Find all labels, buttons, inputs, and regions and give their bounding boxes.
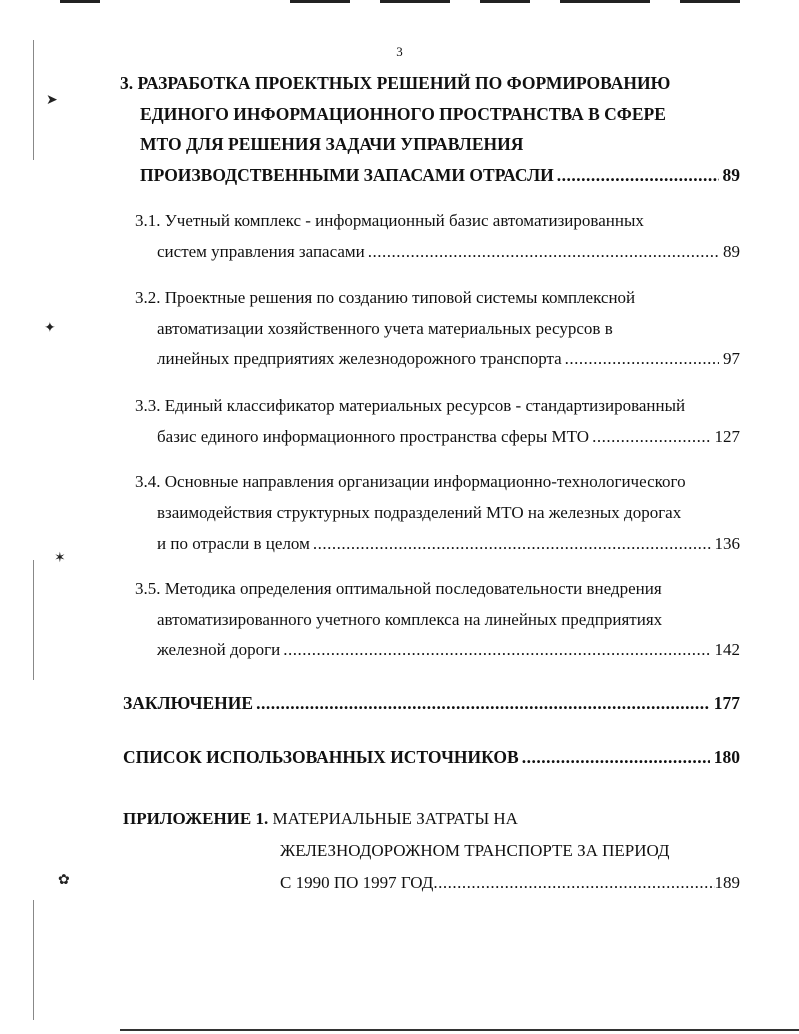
chapter-title-line: ЕДИНОГО ИНФОРМАЦИОННОГО ПРОСТРАНСТВА В СФЕРЕ <box>140 104 666 124</box>
appendix-title: МАТЕРИАЛЬНЫЕ ЗАТРАТЫ НА <box>272 809 518 828</box>
page-number: 3 <box>396 44 403 59</box>
appendix-title-line: ЖЕЛЕЗНОДОРОЖНОМ ТРАНСПОРТЕ ЗА ПЕРИОД <box>280 841 670 860</box>
toc-entry-references[interactable] <box>123 746 740 768</box>
entry-title: С 1990 ПО 1997 ГОД <box>280 873 434 892</box>
section-title-line: 3.3. Единый классификатор материальных ресурсов - стандартизированный <box>135 396 686 415</box>
page-ref: 136 <box>714 534 740 553</box>
dot-leader <box>283 639 710 661</box>
toc-entry-chapter-3[interactable] <box>140 164 740 186</box>
dot-leader <box>565 348 719 370</box>
entry-title: систем управления запасами <box>157 242 365 261</box>
toc-entry-conclusion[interactable] <box>123 692 740 714</box>
scan-top-edge <box>60 0 780 3</box>
toc-entry-appendix[interactable] <box>280 872 740 894</box>
margin-mark-icon: ➤ <box>46 93 58 108</box>
chapter-title-line: МТО ДЛЯ РЕШЕНИЯ ЗАДАЧИ УПРАВЛЕНИЯ <box>140 134 524 154</box>
scan-bottom-edge <box>120 1029 799 1031</box>
toc-entry-section[interactable] <box>157 348 740 370</box>
entry-title: и по отрасли в целом <box>157 534 310 553</box>
dot-leader <box>433 872 714 894</box>
page-ref: 177 <box>713 693 740 713</box>
page-ref: 89 <box>722 165 740 185</box>
entry-title: СПИСОК ИСПОЛЬЗОВАННЫХ ИСТОЧНИКОВ <box>123 747 519 767</box>
toc-entry-section[interactable] <box>157 533 740 555</box>
page-ref: 180 <box>713 747 740 767</box>
appendix-title-line <box>123 808 518 830</box>
toc-entry-section[interactable] <box>157 241 740 263</box>
entry-title: ЗАКЛЮЧЕНИЕ <box>123 693 254 713</box>
page-ref: 127 <box>714 427 740 446</box>
margin-mark-icon: ✦ <box>44 321 56 336</box>
dot-leader <box>592 426 710 448</box>
scan-left-edge <box>33 900 34 1020</box>
toc-entry-section[interactable] <box>157 426 740 448</box>
chapter-title-line: 3. РАЗРАБОТКА ПРОЕКТНЫХ РЕШЕНИЙ ПО ФОРМИРОВАНИЮ <box>120 73 671 93</box>
page-ref: 89 <box>723 242 740 261</box>
dot-leader <box>557 164 719 186</box>
entry-title: железной дороги <box>157 640 281 659</box>
page-ref: 189 <box>714 873 740 892</box>
dot-leader <box>313 533 711 555</box>
section-title-line: 3.4. Основные направления организации информационно-технологического <box>135 472 686 491</box>
section-title-line: 3.5. Методика определения оптимальной последовательности внедрения <box>135 579 662 598</box>
section-title-line: 3.2. Проектные решения по созданию типовой системы комплексной <box>135 288 636 307</box>
scan-left-edge <box>33 560 34 680</box>
entry-title: ПРОИЗВОДСТВЕННЫМИ ЗАПАСАМИ ОТРАСЛИ <box>140 165 554 185</box>
margin-mark-icon: ✿ <box>58 873 70 888</box>
page-ref: 142 <box>714 640 740 659</box>
section-title-line: автоматизации хозяйственного учета материальных ресурсов в <box>157 319 613 338</box>
margin-mark-icon: ✶ <box>54 551 66 566</box>
toc-entry-section[interactable] <box>157 639 740 661</box>
section-title-line: 3.1. Учетный комплекс - информационный базис автоматизированных <box>135 211 644 230</box>
entry-title: базис единого информационного пространства сферы МТО <box>157 427 590 446</box>
page-ref: 97 <box>723 349 740 368</box>
dot-leader <box>256 692 710 714</box>
entry-title: линейных предприятиях железнодорожного транспорта <box>157 349 562 368</box>
dot-leader <box>368 241 719 263</box>
section-title-line: взаимодействия структурных подразделений МТО на железных дорогах <box>157 503 682 522</box>
dot-leader <box>522 746 710 768</box>
appendix-label: ПРИЛОЖЕНИЕ 1. <box>123 809 269 828</box>
section-title-line: автоматизированного учетного комплекса на линейных предприятиях <box>157 610 663 629</box>
